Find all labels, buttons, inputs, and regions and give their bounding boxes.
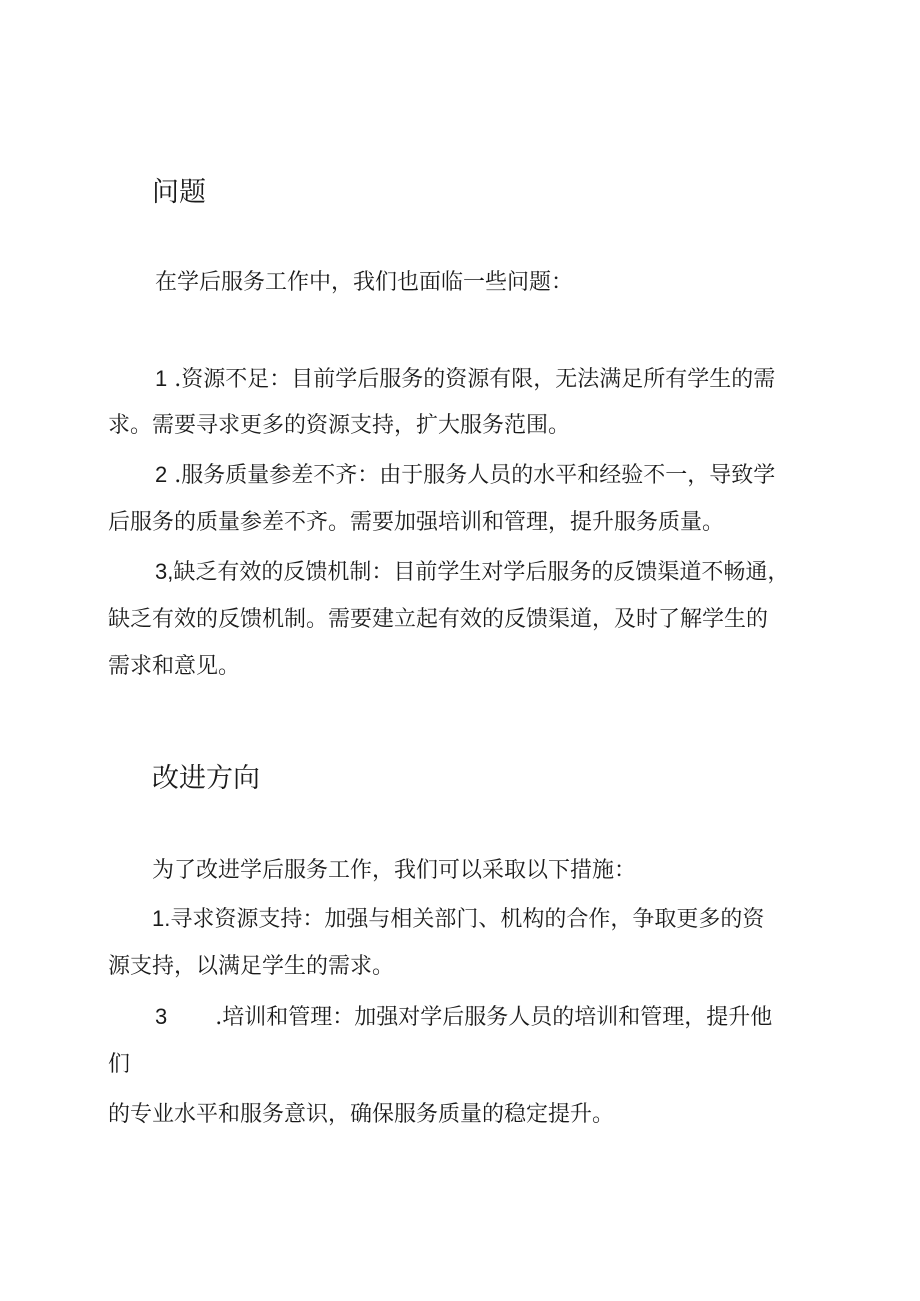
list-item-continuation: 们 <box>108 1052 131 1077</box>
list-item <box>152 904 764 935</box>
list-item-text: .资源不足：目前学后服务的资源有限，无法满足所有学生的需 <box>167 367 776 392</box>
list-item-text: .培训和管理：加强对学后服务人员的培训和管理，提升他 <box>215 1005 773 1030</box>
list-item-number: 3, <box>155 559 174 584</box>
section-intro-problems: 在学后服务工作中，我们也面临一些问题： <box>155 270 574 295</box>
section-heading-problems: 问题 <box>152 177 206 208</box>
list-item-continuation: 缺乏有效的反馈机制。需要建立起有效的反馈渠道，及时了解学生的 <box>108 607 769 632</box>
list-item-text: 缺乏有效的反馈机制：目前学生对学后服务的反馈渠道不畅通， <box>173 560 790 585</box>
list-item <box>155 364 775 395</box>
list-item <box>155 460 775 491</box>
list-item <box>155 1002 772 1033</box>
list-item-continuation: 后服务的质量参差不齐。需要加强培训和管理，提升服务质量。 <box>108 510 725 535</box>
list-item-number: 3 <box>155 1004 168 1029</box>
list-item <box>155 557 789 588</box>
list-item-continuation: 的专业水平和服务意识，确保服务质量的稳定提升。 <box>108 1102 615 1127</box>
list-item-text: .服务质量参差不齐：由于服务人员的水平和经验不一，导致学 <box>167 463 776 488</box>
list-item-continuation: 求。需要寻求更多的资源支持，扩大服务范围。 <box>108 413 571 438</box>
list-item-continuation: 源支持，以满足学生的需求。 <box>108 954 395 979</box>
list-item-number: 1 <box>155 366 168 391</box>
section-intro-improvements: 为了改进学后服务工作，我们可以采取以下措施： <box>152 858 637 883</box>
list-item-text: 寻求资源支持：加强与相关部门、机构的合作，争取更多的资 <box>170 907 765 932</box>
list-item-continuation: 需求和意见。 <box>108 654 241 679</box>
section-heading-improvements: 改进方向 <box>152 763 260 794</box>
list-item-number: 2 <box>155 462 168 487</box>
list-item-number: 1. <box>152 906 171 931</box>
